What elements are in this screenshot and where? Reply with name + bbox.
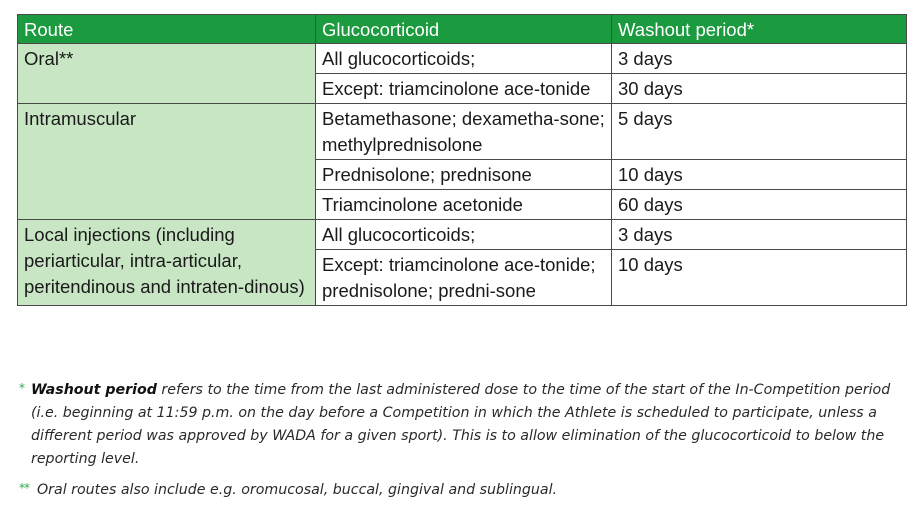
washout-table-container — [17, 14, 906, 306]
table-row — [18, 220, 907, 250]
footnote-term: Washout period — [31, 382, 157, 398]
footnotes — [19, 379, 899, 502]
table-row — [18, 44, 907, 74]
washout-cell: 30 days — [612, 74, 907, 104]
washout-cell: 60 days — [612, 190, 907, 220]
header-route: Route — [18, 15, 316, 44]
route-oral: Oral** — [18, 44, 316, 104]
washout-table — [17, 14, 907, 306]
washout-cell: 10 days — [612, 250, 907, 306]
washout-cell: 5 days — [612, 104, 907, 160]
glucocorticoid-cell: Prednisolone; prednisone — [316, 160, 612, 190]
glucocorticoid-cell: Betamethasone; dexametha-sone; methylprednisolone — [316, 104, 612, 160]
glucocorticoid-cell: Except: triamcinolone ace-tonide; prednisolone; predni-sone — [316, 250, 612, 306]
glucocorticoid-cell: Except: triamcinolone ace-tonide — [316, 74, 612, 104]
glucocorticoid-cell: All glucocorticoids; — [316, 44, 612, 74]
footnote-washout-period — [19, 379, 899, 471]
glucocorticoid-cell: Triamcinolone acetonide — [316, 190, 612, 220]
footnote-oral-routes — [19, 479, 899, 502]
footnote-text: Oral routes also include e.g. oromucosal, buccal, gingival and sublingual. — [37, 482, 558, 498]
washout-cell: 3 days — [612, 220, 907, 250]
washout-cell: 3 days — [612, 44, 907, 74]
footnote-marker: ** — [19, 481, 29, 495]
header-washout-period: Washout period* — [612, 15, 907, 44]
route-local-injections: Local injections (including periarticular, intra-articular, peritendinous and intraten-dinous) — [18, 220, 316, 306]
header-glucocorticoid: Glucocorticoid — [316, 15, 612, 44]
table-row — [18, 104, 907, 160]
route-intramuscular: Intramuscular — [18, 104, 316, 220]
footnote-text: refers to the time from the last administered dose to the time of the start of the In-Competition period (i.e. beginning at 11:59 p.m. on the day before a Competition in which the Athlete is scheduled to participate, unless a different period was approved by WADA for a given sport). This is to allow elimination of the glucocorticoid to below the reporting level. — [31, 382, 891, 467]
glucocorticoid-cell: All glucocorticoids; — [316, 220, 612, 250]
washout-cell: 10 days — [612, 160, 907, 190]
table-header-row — [18, 15, 907, 44]
footnote-marker: * — [19, 381, 25, 395]
